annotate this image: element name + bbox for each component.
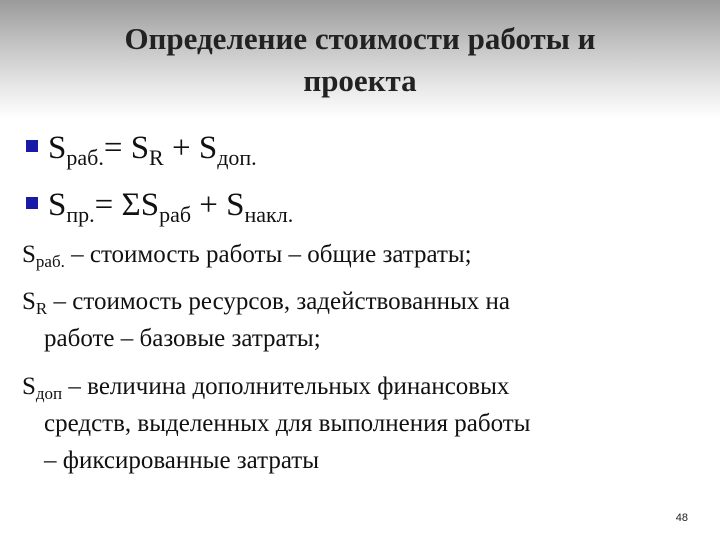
definition-symbol: S [22,241,36,268]
definition-subscript: R [35,299,48,318]
definition-subscript: доп [35,384,63,403]
square-bullet-icon [26,197,38,209]
definition-continuation: средств, выделенных для выполнения работы [44,410,531,437]
formula-subscript: R [149,145,164,170]
formula-operator: + S [191,187,245,223]
formula-operator: = ΣS [94,187,160,223]
formula-operator: + S [163,130,218,166]
slide-title [0,18,720,102]
formula-symbol: S [48,130,67,166]
formula-subscript: раб [159,202,192,227]
definition-continuation: – фиксированные затраты [44,447,320,474]
definition-text: – величина дополнительных финансовых [62,373,510,400]
definition-subscript: раб. [35,252,65,271]
page-number: 48 [675,512,688,524]
formula-subscript: пр. [66,202,95,227]
definition-text: – стоимость ресурсов, задействованных на [47,288,510,315]
formula-symbol: S [48,187,67,223]
formula-subscript: накл. [244,202,294,227]
formula-project-cost [26,185,293,225]
definition-resource-cost [22,283,702,357]
formula-work-cost [26,128,257,168]
definition-additional-cost [22,368,702,479]
definition-text: – стоимость работы – общие затраты; [64,241,472,268]
definition-symbol: S [22,288,36,315]
definition-work-cost [22,236,702,273]
formula-subscript: доп. [217,145,257,170]
formula-subscript: раб. [66,145,104,170]
title-line-1: Определение стоимости работы и [124,21,596,56]
square-bullet-icon [26,140,38,152]
definition-continuation: работе – базовые затраты; [44,325,321,352]
title-line-2: проекта [303,63,417,98]
formula-operator: = S [103,130,150,166]
definition-symbol: S [22,373,36,400]
